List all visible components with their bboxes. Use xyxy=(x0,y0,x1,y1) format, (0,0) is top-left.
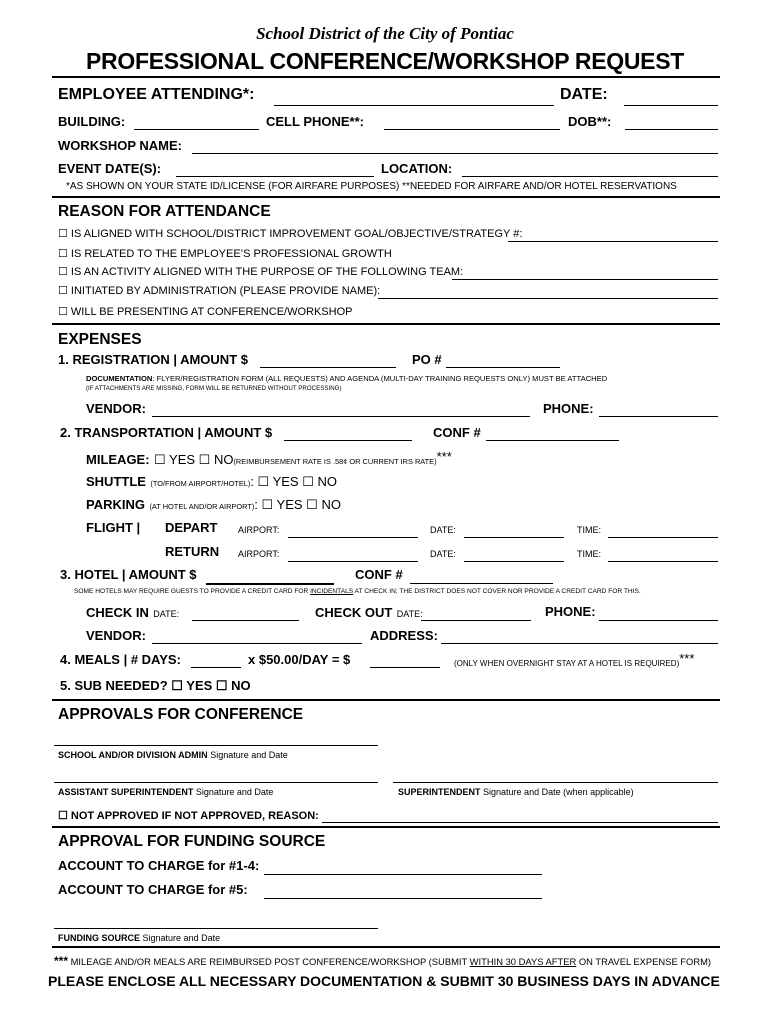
flight-label: FLIGHT | xyxy=(86,520,141,535)
registration-vendor-label: VENDOR: xyxy=(86,401,146,416)
registration-vendor-field[interactable] xyxy=(152,416,530,417)
depart-date-label: DATE: xyxy=(430,525,456,535)
depart-label: DEPART xyxy=(165,520,218,535)
section-rule xyxy=(52,946,720,948)
reason-item-team[interactable]: ☐ IS AN ACTIVITY ALIGNED WITH THE PURPOSE OF THE FOLLOWING TEAM: xyxy=(58,266,464,278)
depart-airport-label: AIRPORT: xyxy=(238,525,280,535)
hotel-vendor-field[interactable] xyxy=(152,643,362,644)
sub-needed-row[interactable]: 5. SUB NEEDED? ☐ YES ☐ NO xyxy=(60,678,251,693)
mileage-row[interactable]: MILEAGE: ☐ YES ☐ NO(REIMBURSEMENT RATE IS .58¢ OR CURRENT IRS RATE)*** xyxy=(86,449,452,467)
meals-total-field[interactable] xyxy=(370,667,440,668)
location-label: LOCATION: xyxy=(381,161,453,176)
meal-days-field[interactable] xyxy=(191,667,241,668)
reason-heading: REASON FOR ATTENDANCE xyxy=(58,203,271,220)
depart-time-label: TIME: xyxy=(577,525,601,535)
title-rule xyxy=(52,76,720,78)
section-rule xyxy=(52,196,720,198)
asst-super-signature-line[interactable] xyxy=(54,782,378,783)
return-date-label: DATE: xyxy=(430,549,456,559)
workshop-name-field[interactable] xyxy=(192,153,718,154)
hotel-amount-field[interactable] xyxy=(206,583,334,585)
funding-source-signature-line[interactable] xyxy=(54,928,378,929)
hotel-phone-field[interactable] xyxy=(599,620,718,621)
hotel-incidentals-note: SOME HOTELS MAY REQUIRE GUESTS TO PROVIDE A CREDIT CARD FOR INCIDENTALS AT CHECK IN; THE DISTRICT DOES NOT COVER NOR PROVIDE A CREDIT CARD FOR THIS. xyxy=(74,588,641,595)
school-admin-signature-line[interactable] xyxy=(54,745,378,746)
not-approved-row[interactable]: ☐ NOT APPROVED IF NOT APPROVED, REASON: xyxy=(58,810,319,822)
registration-label: 1. REGISTRATION | AMOUNT $ xyxy=(58,352,248,367)
event-dates-field[interactable] xyxy=(176,176,374,177)
transportation-conf-label: CONF # xyxy=(433,425,481,440)
school-admin-label: SCHOOL AND/OR DIVISION ADMIN Signature and Date xyxy=(58,750,288,760)
check-in-label: CHECK IN DATE: xyxy=(86,605,180,620)
employee-attending-label: EMPLOYEE ATTENDING*: xyxy=(58,86,255,103)
registration-amount-field[interactable] xyxy=(260,367,396,368)
hotel-conf-label: CONF # xyxy=(355,567,403,582)
id-note: *AS SHOWN ON YOUR STATE ID/LICENSE (FOR AIRFARE PURPOSES) **NEEDED FOR AIRFARE AND/OR HOTEL RESERVATIONS xyxy=(66,181,677,192)
workshop-name-label: WORKSHOP NAME: xyxy=(58,138,182,153)
hotel-conf-field[interactable] xyxy=(410,583,553,584)
attachments-note: (IF ATTACHMENTS ARE MISSING, FORM WILL BE RETURNED WITHOUT PROCESSING) xyxy=(86,385,342,392)
depart-time-field[interactable] xyxy=(608,537,718,538)
building-field[interactable] xyxy=(134,129,259,130)
not-approved-reason-field[interactable] xyxy=(322,822,718,823)
meals-note: (ONLY WHEN OVERNIGHT STAY AT A HOTEL IS REQUIRED)*** xyxy=(454,651,695,668)
event-dates-label: EVENT DATE(S): xyxy=(58,161,162,176)
account-1-4-field[interactable] xyxy=(264,874,542,875)
account-1-4-label: ACCOUNT TO CHARGE for #1-4: xyxy=(58,858,260,873)
enclose-documentation-note: PLEASE ENCLOSE ALL NECESSARY DOCUMENTATION & SUBMIT 30 BUSINESS DAYS IN ADVANCE xyxy=(48,973,720,989)
account-5-field[interactable] xyxy=(264,898,542,899)
shuttle-row[interactable]: SHUTTLE (TO/FROM AIRPORT/HOTEL): ☐ YES ☐ NO xyxy=(86,474,337,489)
reimbursement-note: *** MILEAGE AND/OR MEALS ARE REIMBURSED POST CONFERENCE/WORKSHOP (SUBMIT WITHIN 30 DAYS AFTER ON TRAVEL EXPENSE FORM) xyxy=(54,954,712,968)
transportation-amount-field[interactable] xyxy=(284,440,412,441)
depart-date-field[interactable] xyxy=(464,537,564,538)
date-label: DATE: xyxy=(560,86,608,103)
return-airport-label: AIRPORT: xyxy=(238,549,280,559)
return-date-field[interactable] xyxy=(464,561,564,562)
cell-phone-label: CELL PHONE**: xyxy=(266,114,364,129)
district-name: School District of the City of Pontiac xyxy=(256,24,514,43)
account-5-label: ACCOUNT TO CHARGE for #5: xyxy=(58,882,248,897)
employee-attending-field[interactable] xyxy=(274,105,554,106)
hotel-vendor-label: VENDOR: xyxy=(86,628,146,643)
return-time-label: TIME: xyxy=(577,549,601,559)
expenses-heading: EXPENSES xyxy=(58,331,142,348)
admin-name-field[interactable] xyxy=(378,298,718,299)
meals-label: 4. MEALS | # DAYS: xyxy=(60,652,181,667)
check-in-date-field[interactable] xyxy=(192,620,299,621)
form-title: PROFESSIONAL CONFERENCE/WORKSHOP REQUEST xyxy=(86,48,684,74)
super-signature-line[interactable] xyxy=(393,782,718,783)
return-label: RETURN xyxy=(165,544,220,559)
registration-phone-label: PHONE: xyxy=(543,401,594,416)
super-label: SUPERINTENDENT Signature and Date (when applicable) xyxy=(398,787,634,797)
dob-field[interactable] xyxy=(625,129,718,130)
po-label: PO # xyxy=(412,352,442,367)
funding-source-label: FUNDING SOURCE Signature and Date xyxy=(58,933,221,943)
approvals-heading: APPROVALS FOR CONFERENCE xyxy=(58,706,304,723)
check-out-label: CHECK OUT DATE: xyxy=(315,605,423,620)
po-field[interactable] xyxy=(446,367,560,368)
hotel-phone-label: PHONE: xyxy=(545,604,596,619)
meals-rate-label: x $50.00/DAY = $ xyxy=(248,652,351,667)
hotel-address-label: ADDRESS: xyxy=(370,628,438,643)
hotel-address-field[interactable] xyxy=(441,643,718,644)
date-field[interactable] xyxy=(624,105,718,106)
team-field[interactable] xyxy=(452,279,718,280)
section-rule xyxy=(52,699,720,701)
location-field[interactable] xyxy=(462,176,718,177)
parking-row[interactable]: PARKING (AT HOTEL AND/OR AIRPORT): ☐ YES ☐ NO xyxy=(86,497,341,512)
dob-label: DOB**: xyxy=(568,114,612,129)
registration-phone-field[interactable] xyxy=(599,416,718,417)
goal-field[interactable] xyxy=(508,241,718,242)
reason-item-goal[interactable]: ☐ IS ALIGNED WITH SCHOOL/DISTRICT IMPROVEMENT GOAL/OBJECTIVE/STRATEGY #: xyxy=(58,228,523,240)
section-rule xyxy=(52,826,720,828)
reason-item-admin[interactable]: ☐ INITIATED BY ADMINISTRATION (PLEASE PROVIDE NAME): xyxy=(58,285,381,297)
asst-super-label: ASSISTANT SUPERINTENDENT Signature and Date xyxy=(58,787,274,797)
section-rule xyxy=(52,323,720,325)
reason-item-growth[interactable]: ☐ IS RELATED TO THE EMPLOYEE’S PROFESSIONAL GROWTH xyxy=(58,248,392,260)
funding-heading: APPROVAL FOR FUNDING SOURCE xyxy=(58,833,326,850)
return-time-field[interactable] xyxy=(608,561,718,562)
cell-phone-field[interactable] xyxy=(384,129,560,130)
documentation-note: DOCUMENTATION: FLYER/REGISTRATION FORM (ALL REQUESTS) AND AGENDA (MULTI-DAY TRAINING REQUESTS ONLY) MUST BE ATTACHED xyxy=(86,374,608,383)
hotel-label: 3. HOTEL | AMOUNT $ xyxy=(60,567,197,582)
depart-airport-field[interactable] xyxy=(288,537,418,538)
transportation-conf-field[interactable] xyxy=(486,440,619,441)
return-airport-field[interactable] xyxy=(288,561,418,562)
building-label: BUILDING: xyxy=(58,114,126,129)
reason-item-presenting[interactable]: ☐ WILL BE PRESENTING AT CONFERENCE/WORKSHOP xyxy=(58,306,353,318)
check-out-date-field[interactable] xyxy=(421,620,531,621)
transportation-label: 2. TRANSPORTATION | AMOUNT $ xyxy=(60,425,273,440)
